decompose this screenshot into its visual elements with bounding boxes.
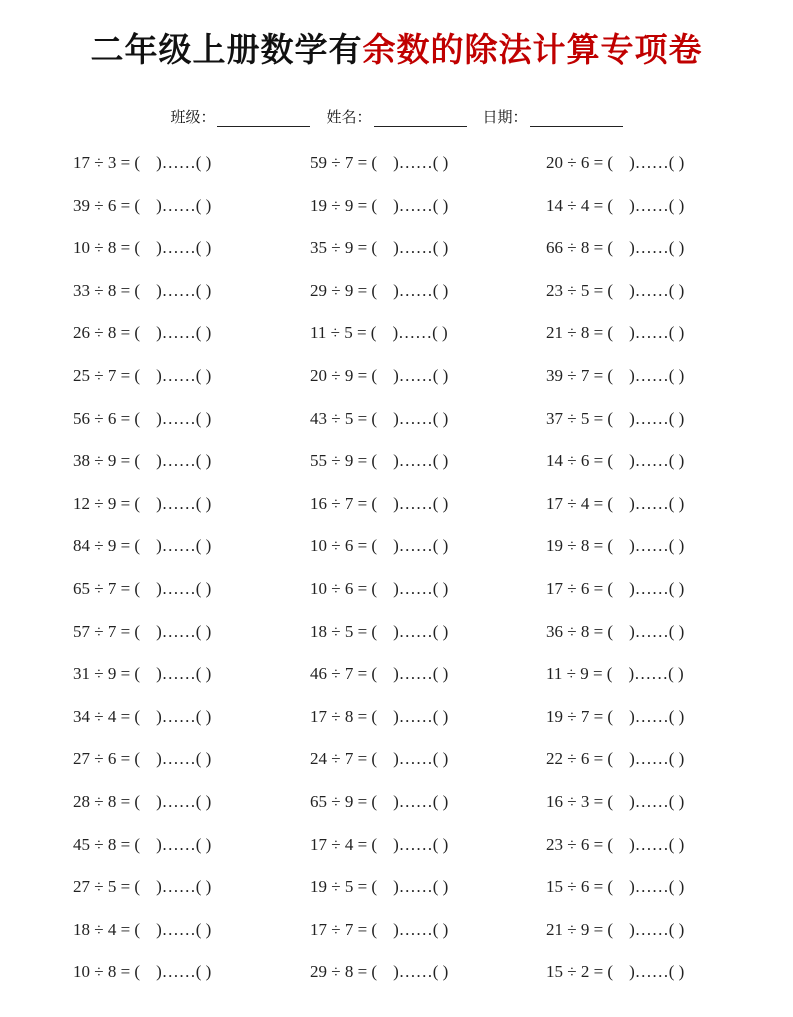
remainder-blank[interactable]: )……( )	[629, 493, 685, 513]
problem-row	[0, 186, 793, 229]
class-blank[interactable]	[217, 108, 310, 127]
problem-expression: 36 ÷ 8 = (	[546, 621, 614, 641]
remainder-blank[interactable]: )……( )	[393, 834, 449, 854]
division-problem	[546, 451, 684, 471]
remainder-blank[interactable]: )……( )	[629, 791, 685, 811]
problem-expression: 17 ÷ 4 = (	[310, 834, 378, 854]
problem-expression: 11 ÷ 5 = (	[310, 323, 377, 343]
remainder-blank[interactable]: )……( )	[393, 493, 449, 513]
problem-expression: 31 ÷ 9 = (	[73, 664, 141, 684]
problem-expression: 39 ÷ 7 = (	[546, 365, 614, 385]
division-problem	[546, 962, 684, 982]
division-problem	[73, 451, 211, 471]
problem-expression: 21 ÷ 9 = (	[546, 919, 614, 939]
remainder-blank[interactable]: )……( )	[156, 706, 212, 726]
problem-expression: 15 ÷ 6 = (	[546, 877, 614, 897]
division-problem	[73, 494, 211, 514]
remainder-blank[interactable]: )……( )	[392, 323, 448, 343]
division-problem	[546, 579, 684, 599]
division-problem	[310, 536, 448, 556]
division-problem	[546, 792, 684, 812]
problem-expression: 23 ÷ 5 = (	[546, 280, 614, 300]
division-problem	[546, 622, 684, 642]
student-info-row	[0, 97, 793, 127]
problem-expression: 38 ÷ 9 = (	[73, 451, 141, 471]
remainder-blank[interactable]: )……( )	[628, 664, 684, 684]
name-blank[interactable]	[374, 108, 467, 127]
remainder-blank[interactable]: )……( )	[156, 578, 212, 598]
problem-expression: 43 ÷ 5 = (	[310, 408, 378, 428]
division-problem	[73, 579, 211, 599]
problem-expression: 17 ÷ 4 = (	[546, 493, 614, 513]
remainder-blank[interactable]: )……( )	[393, 578, 449, 598]
division-problem	[73, 749, 211, 769]
division-problem	[546, 409, 684, 429]
remainder-blank[interactable]: )……( )	[629, 536, 685, 556]
remainder-blank[interactable]: )……( )	[156, 834, 212, 854]
problem-expression: 12 ÷ 9 = (	[73, 493, 141, 513]
remainder-blank[interactable]: )……( )	[393, 706, 449, 726]
remainder-blank[interactable]: )……( )	[629, 706, 685, 726]
problem-row	[0, 228, 793, 271]
division-problem	[310, 409, 448, 429]
problem-expression: 10 ÷ 8 = (	[73, 238, 141, 258]
problem-expression: 66 ÷ 8 = (	[546, 238, 614, 258]
division-problem	[546, 366, 684, 386]
problem-expression: 20 ÷ 9 = (	[310, 365, 378, 385]
division-problem	[546, 920, 684, 940]
remainder-blank[interactable]: )……( )	[393, 536, 449, 556]
problem-row	[0, 143, 793, 186]
division-problem	[310, 153, 448, 173]
problem-expression: 15 ÷ 2 = (	[546, 962, 614, 982]
remainder-blank[interactable]: )……( )	[629, 749, 685, 769]
problem-expression: 17 ÷ 8 = (	[310, 706, 378, 726]
division-problem	[546, 835, 684, 855]
problem-expression: 19 ÷ 7 = (	[546, 706, 614, 726]
division-problem	[546, 196, 684, 216]
title-part-red: 余数的除法计算专项卷	[362, 30, 703, 69]
problem-expression: 19 ÷ 8 = (	[546, 536, 614, 556]
remainder-blank[interactable]: )……( )	[156, 962, 212, 982]
problem-expression: 27 ÷ 6 = (	[73, 749, 141, 769]
division-problem	[73, 153, 211, 173]
division-problem	[310, 920, 448, 940]
problem-row	[0, 952, 793, 995]
page-title	[0, 24, 793, 71]
division-problem	[73, 238, 211, 258]
title-part-black: 二年级上册数学有	[90, 30, 363, 69]
problem-expression: 16 ÷ 7 = (	[310, 493, 378, 513]
remainder-blank[interactable]: )……( )	[156, 408, 212, 428]
remainder-blank[interactable]: )……( )	[629, 834, 685, 854]
problem-row	[0, 654, 793, 697]
remainder-blank[interactable]: )……( )	[393, 365, 449, 385]
problem-expression: 19 ÷ 9 = (	[310, 195, 378, 215]
problem-expression: 35 ÷ 9 = (	[310, 238, 378, 258]
problem-expression: 25 ÷ 7 = (	[73, 365, 141, 385]
division-problem	[310, 792, 448, 812]
remainder-blank[interactable]: )……( )	[393, 408, 449, 428]
problem-row	[0, 356, 793, 399]
problem-expression: 10 ÷ 8 = (	[73, 962, 141, 982]
problem-expression: 29 ÷ 8 = (	[310, 962, 378, 982]
remainder-blank[interactable]: )……( )	[156, 621, 212, 641]
problem-expression: 29 ÷ 9 = (	[310, 280, 378, 300]
division-problem	[73, 877, 211, 897]
division-problem	[546, 323, 684, 343]
division-problem	[546, 281, 684, 301]
problem-expression: 17 ÷ 3 = (	[73, 153, 141, 172]
remainder-blank[interactable]: )……( )	[629, 365, 685, 385]
division-problem	[310, 622, 448, 642]
division-problem	[310, 835, 448, 855]
remainder-blank[interactable]: )……( )	[393, 877, 449, 897]
remainder-blank[interactable]: )……( )	[393, 280, 449, 300]
remainder-blank[interactable]: )……( )	[629, 621, 685, 641]
problem-row	[0, 526, 793, 569]
division-problem	[73, 664, 211, 684]
division-problem	[73, 323, 211, 343]
remainder-blank[interactable]: )……( )	[629, 195, 685, 215]
problem-row	[0, 825, 793, 868]
remainder-blank[interactable]: )……( )	[393, 451, 449, 471]
division-problem	[73, 409, 211, 429]
remainder-blank[interactable]: )……( )	[156, 664, 212, 684]
division-problem	[546, 707, 684, 727]
division-problem	[310, 196, 448, 216]
division-problem	[73, 707, 211, 727]
remainder-blank[interactable]: )……( )	[156, 153, 212, 172]
problem-expression: 57 ÷ 7 = (	[73, 621, 141, 641]
division-problem	[310, 749, 448, 769]
remainder-blank[interactable]: )……( )	[393, 238, 449, 258]
problem-row	[0, 569, 793, 612]
remainder-blank[interactable]: )……( )	[393, 664, 449, 684]
division-problem	[310, 451, 448, 471]
division-problem	[310, 281, 448, 301]
problem-expression: 24 ÷ 7 = (	[310, 749, 378, 769]
class-field	[170, 106, 310, 127]
remainder-blank[interactable]: )……( )	[629, 451, 685, 471]
remainder-blank[interactable]: )……( )	[156, 877, 212, 897]
problem-expression: 34 ÷ 4 = (	[73, 706, 141, 726]
remainder-blank[interactable]: )……( )	[393, 791, 449, 811]
problem-expression: 56 ÷ 6 = (	[73, 408, 141, 428]
remainder-blank[interactable]: )……( )	[156, 791, 212, 811]
division-problem	[546, 153, 684, 173]
problem-expression: 11 ÷ 9 = (	[546, 664, 613, 684]
problem-row	[0, 910, 793, 953]
division-problem	[73, 281, 211, 301]
problem-expression: 17 ÷ 7 = (	[310, 919, 378, 939]
remainder-blank[interactable]: )……( )	[393, 153, 449, 172]
division-problem	[73, 962, 211, 982]
problem-row	[0, 739, 793, 782]
problem-expression: 14 ÷ 6 = (	[546, 451, 614, 471]
problem-row	[0, 271, 793, 314]
remainder-blank[interactable]: )……( )	[156, 238, 212, 258]
division-problem	[73, 792, 211, 812]
division-problem	[546, 664, 684, 684]
division-problem	[310, 962, 448, 982]
problem-row	[0, 313, 793, 356]
remainder-blank[interactable]: )……( )	[393, 962, 449, 982]
division-problem	[310, 579, 448, 599]
date-field	[483, 106, 623, 127]
remainder-blank[interactable]: )……( )	[629, 408, 685, 428]
problem-expression: 18 ÷ 4 = (	[73, 919, 141, 939]
problem-row	[0, 399, 793, 442]
division-problem	[73, 920, 211, 940]
division-problem	[310, 238, 448, 258]
remainder-blank[interactable]: )……( )	[393, 749, 449, 769]
remainder-blank[interactable]: )……( )	[156, 493, 212, 513]
division-problem	[73, 536, 211, 556]
remainder-blank[interactable]: )……( )	[156, 280, 212, 300]
division-problem	[310, 877, 448, 897]
problem-expression: 10 ÷ 6 = (	[310, 578, 378, 598]
problem-expression: 18 ÷ 5 = (	[310, 621, 378, 641]
problem-expression: 17 ÷ 6 = (	[546, 578, 614, 598]
date-label: 日期：	[482, 108, 528, 126]
remainder-blank[interactable]: )……( )	[156, 451, 212, 471]
remainder-blank[interactable]: )……( )	[629, 280, 685, 300]
problem-expression: 84 ÷ 9 = (	[73, 536, 141, 556]
division-problem	[310, 664, 448, 684]
remainder-blank[interactable]: )……( )	[156, 919, 212, 939]
problem-expression: 46 ÷ 7 = (	[310, 664, 378, 684]
problem-expression: 20 ÷ 6 = (	[546, 153, 614, 172]
division-problem	[546, 536, 684, 556]
remainder-blank[interactable]: )……( )	[629, 323, 685, 343]
division-problem	[310, 323, 448, 343]
problem-expression: 59 ÷ 7 = (	[310, 153, 378, 172]
problem-row	[0, 484, 793, 527]
remainder-blank[interactable]: )……( )	[156, 365, 212, 385]
division-problem	[310, 366, 448, 386]
division-problem	[73, 366, 211, 386]
problem-row	[0, 782, 793, 825]
division-problem	[73, 196, 211, 216]
division-problem	[73, 835, 211, 855]
problem-expression: 65 ÷ 7 = (	[73, 578, 141, 598]
division-problem	[546, 238, 684, 258]
remainder-blank[interactable]: )……( )	[393, 621, 449, 641]
division-problem	[310, 494, 448, 514]
problem-expression: 65 ÷ 9 = (	[310, 791, 378, 811]
date-blank[interactable]	[530, 108, 623, 127]
problem-row	[0, 612, 793, 655]
remainder-blank[interactable]: )……( )	[393, 195, 449, 215]
problem-expression: 16 ÷ 3 = (	[546, 791, 614, 811]
remainder-blank[interactable]: )……( )	[393, 919, 449, 939]
division-problem	[546, 877, 684, 897]
division-problem	[546, 749, 684, 769]
remainder-blank[interactable]: )……( )	[156, 195, 212, 215]
problem-expression: 10 ÷ 6 = (	[310, 536, 378, 556]
remainder-blank[interactable]: )……( )	[629, 578, 685, 598]
problem-row	[0, 867, 793, 910]
problem-expression: 39 ÷ 6 = (	[73, 195, 141, 215]
name-field	[326, 106, 466, 127]
problem-expression: 33 ÷ 8 = (	[73, 280, 141, 300]
problem-expression: 55 ÷ 9 = (	[310, 451, 378, 471]
remainder-blank[interactable]: )……( )	[629, 919, 685, 939]
class-label: 班级：	[170, 108, 216, 126]
remainder-blank[interactable]: )……( )	[629, 153, 685, 172]
problem-expression: 28 ÷ 8 = (	[73, 791, 141, 811]
division-problem	[73, 622, 211, 642]
problem-expression: 21 ÷ 8 = (	[546, 323, 614, 343]
name-label: 姓名：	[326, 108, 372, 126]
remainder-blank[interactable]: )……( )	[156, 323, 212, 343]
division-problem	[546, 494, 684, 514]
problem-row	[0, 697, 793, 740]
remainder-blank[interactable]: )……( )	[156, 536, 212, 556]
remainder-blank[interactable]: )……( )	[629, 962, 685, 982]
problem-expression: 45 ÷ 8 = (	[73, 834, 141, 854]
problem-expression: 22 ÷ 6 = (	[546, 749, 614, 769]
problem-row	[0, 441, 793, 484]
problem-expression: 26 ÷ 8 = (	[73, 323, 141, 343]
division-problem	[310, 707, 448, 727]
problem-expression: 23 ÷ 6 = (	[546, 834, 614, 854]
problem-grid	[0, 143, 793, 995]
problem-expression: 27 ÷ 5 = (	[73, 877, 141, 897]
remainder-blank[interactable]: )……( )	[156, 749, 212, 769]
remainder-blank[interactable]: )……( )	[629, 877, 685, 897]
remainder-blank[interactable]: )……( )	[629, 238, 685, 258]
problem-expression: 37 ÷ 5 = (	[546, 408, 614, 428]
problem-expression: 14 ÷ 4 = (	[546, 195, 614, 215]
problem-expression: 19 ÷ 5 = (	[310, 877, 378, 897]
